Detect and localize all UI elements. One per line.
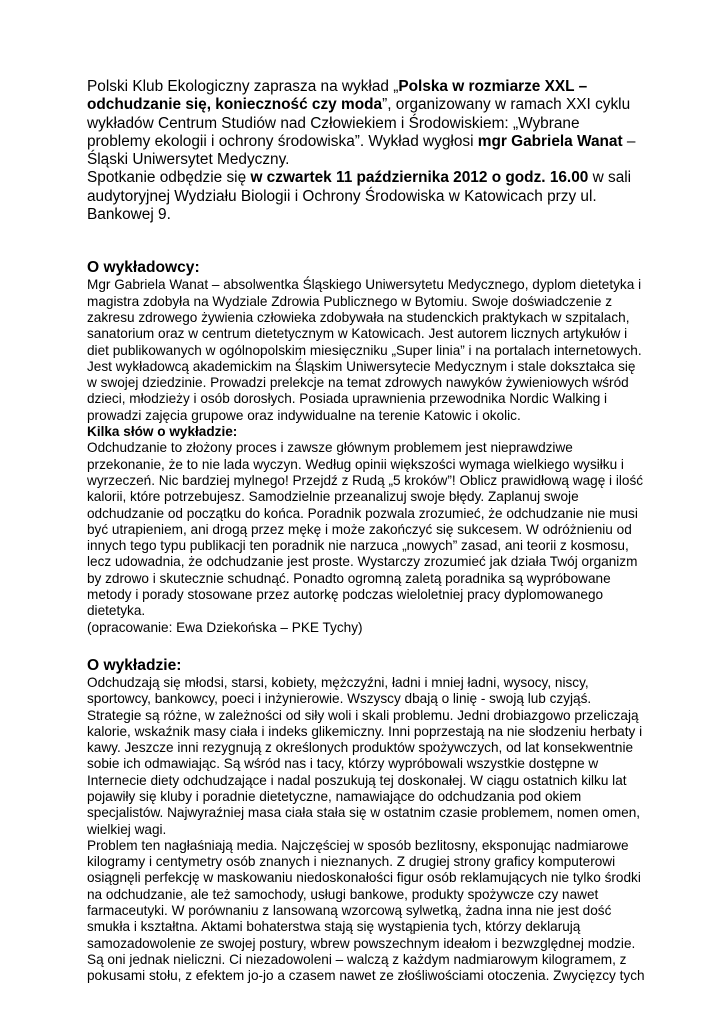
credit-text: (opracowanie: Ewa Dziekońska – PKE Tychy) [87,619,363,635]
intro-text: Polski Klub Ekologiczny zaprasza na wykład „ [87,78,399,95]
meeting-text: w sali audytoryjnej Wydziału Biologii i Ochrony Środowiska w Katowicach przy ul. Bankowej 9. [87,169,632,224]
lecturer-heading: O wykładowcy: [87,259,200,277]
few-words-text: Odchudzanie to złożony proces i zawsze głównym problemem jest nieprawdziwe przekonanie, że to nie lada wyczyn. Według opinii większości wymaga wielkiego wysiłku i wyrzeczeń. Nic bardziej mylnego! Przejdź z Rudą „5 kroków”! Oblicz prawidłową wagę i ilość kalorii, które potrzebujesz. Samodzielnie przeanalizuj swoje błędy. Zaplanuj swoje odchudzanie od początku do końca. Poradnik pozwala zrozumieć, że odchudzanie nie musi być utrapieniem, ani drogą przez mękę i może zakończyć się sukcesem. W odróżnieniu od innych tego typu publikacji ten poradnik nie narzuca „nowych” zasad, ani teorii z kosmosu, lecz udowadnia, że odchudzanie jest proste. Wystarczy zrozumieć jak działa Twój organizm by zdrowo i skutecznie schudnąć. Ponadto ogromną zaletą poradnika są wypróbowane metody i porady stosowane przez autorkę podczas wieloletniej pracy dyplomowanego dietetyka. [87,440,644,619]
intro-text: – Śląski Uniwersytet Medyczny. [87,132,636,169]
lecturer-bio: Mgr Gabriela Wanat – absolwentka Śląskiego Uniwersytetu Medycznego, dyplom dietetyka i magistra zdobyła na Wydziale Zdrowia Publicznego w Bytomiu. Swoje doświadczenie z zakresu zdrowego żywienia człowieka zdobywała na studenckich praktykach w szpitalach, sanatorium oraz w centrum dietetycznym w Katowicach. Jest autorem licznych artykułów i diet publikowanych w ogólnopolskim miesięczniku „Super linia” i na portalach internetowych. Jest wykładowcą akademickim na Śląskim Uniwersytecie Medycznym i stale dokształca się w swojej dziedzinie. Prowadzi prelekcje na temat zdrowych nawyków żywieniowych wśród dzieci, młodzieży i osób dorosłych. Posiada uprawnienia przewodnika Nordic Walking i prowadzi zajęcia grupowe oraz indywidualne na terenie Katowic i okolic. [87,277,642,423]
lecture-title: Polska w rozmiarze XXL – odchudzanie się, konieczność czy moda [87,78,588,114]
intro-section [87,78,647,224]
intro-paragraph [87,78,647,169]
meeting-date: w czwartek 11 października 2012 o godz. 16.00 [250,169,589,187]
lecture-heading: O wykładzie: [87,656,182,674]
intro-text: ”, organizowany w ramach XXI cyklu wykładów Centrum Studiów nad Człowiekiem i Środowiskiem: „Wybrane problemy ekologii i ochrony środowiska”. Wykład wygłosi [87,96,631,150]
few-words-heading: Kilka słów o wykładzie: [87,424,238,440]
lecture-paragraph-2: Problem ten nagłaśniają media. Najczęściej w sposób bezlitosny, eksponując nadmiarowe kilogramy i centymetry osób znanych i nieznanych. Z drugiej strony graficy komputerowi osiągnęli perfekcję w maskowaniu niedoskonałości figur osób reklamujących nie tylko środki na odchudzanie, ale też samochody, usługi bankowe, produkty spożywcze czy nawet farmaceutyki. W porównaniu z lansowaną wzorcową sylwetką, żadna inna nie jest dość smukła i kształtna. Aktami bohaterstwa stają się wystąpienia tych, którzy deklarują samozadowolenie ze swojej postury, wbrew powszechnym ideałom i bezwzględnej modzie. Są oni jednak nieliczni. Ci niezadowoleni – walczą z każdym nadmiarowym kilogramem, z pokusami stołu, z efektem jo-jo a czasem nawet ze złośliwościami otoczenia. Zwycięzcy tych [87,837,645,984]
lecturer-name: mgr Gabriela Wanat [477,132,623,150]
document-page [87,78,647,985]
meeting-text: Spotkanie odbędzie się [87,169,251,187]
meeting-paragraph [87,169,647,224]
lecture-paragraph-1: Odchudzają się młodsi, starsi, kobiety, mężczyźni, ładni i mniej ładni, wysocy, niscy, sportowcy, bankowcy, poeci i inżynierowie. Wszyscy dbają o linię - swoją lub czyjąś. Strategie są różne, w zależności od siły woli i skali problemu. Jedni drobiazgowo przeliczają kalorie, wskaźnik masy ciała i indeks glikemiczny. Inni poprzestają na nie słodzeniu herbaty i kawy. Jeszcze inni rezygnują z określonych produktów spożywczych, od lat konsekwentnie sobie ich odmawiając. Są wśród nas i tacy, którzy wypróbowali wszystkie dostępne w Internecie diety odchudzające i nadal poszukują tej doskonałej. W ciągu ostatnich kilku lat pojawiły się kluby i poradnie dietetyczne, namawiające do odchudzania pod okiem specjalistów. Najwyraźniej masa ciała stała się w ostatnim czasie problemem, nomen omen, wielkiej wagi. [87,674,643,837]
